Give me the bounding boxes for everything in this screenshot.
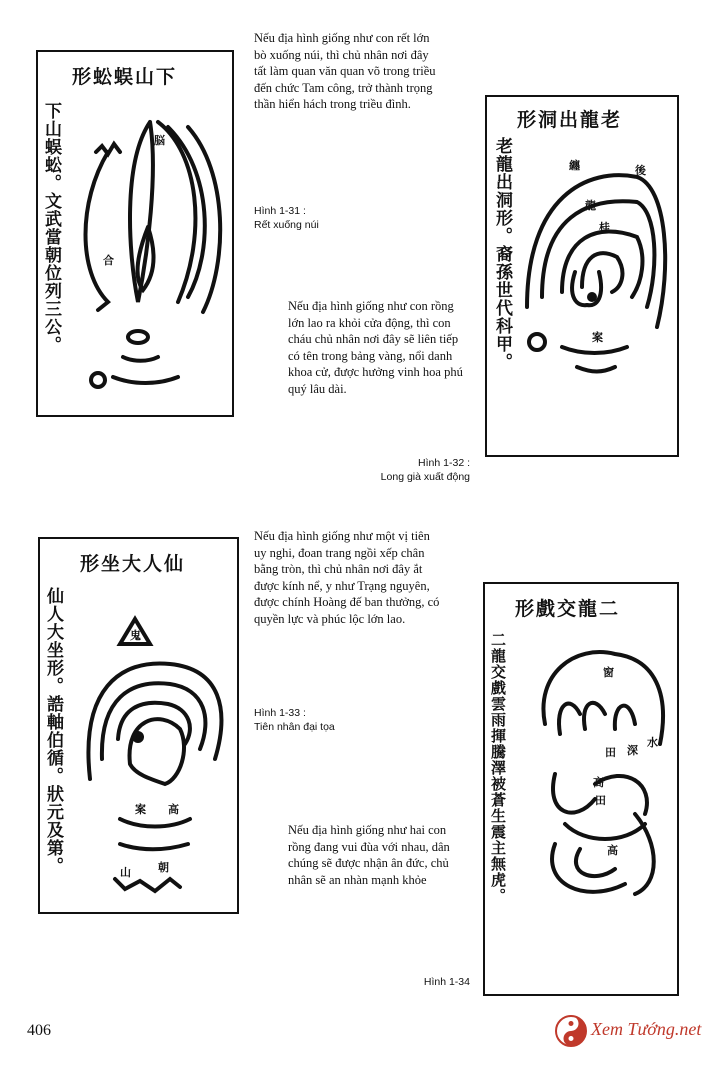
- caption-title: Rết xuống núi: [254, 219, 319, 231]
- yin-yang-icon: [555, 1015, 587, 1047]
- figure-1-33: [38, 537, 239, 914]
- figure-title: 形洞出龍老: [517, 109, 623, 131]
- mark-label: 田: [605, 746, 616, 759]
- caption-number: Hình 1-31 :: [254, 205, 306, 217]
- figure-title: 形坐大人仙: [80, 553, 186, 575]
- figure-caption-vertical: 二龍交戲雲雨揮騰澤被蒼生震主無虎。: [489, 632, 507, 904]
- two-dragons-drawing: [485, 584, 677, 994]
- mark-label: 高: [168, 803, 179, 816]
- mark-label: 桂: [599, 221, 610, 234]
- mark-label: 案: [135, 803, 146, 816]
- caption-title: Tiên nhân đại tọa: [254, 721, 335, 733]
- figure-caption-vertical: 下山蜈蚣。文武當朝位列三公。: [41, 102, 61, 354]
- figure-title: 形戲交龍二: [515, 598, 621, 620]
- mark-label: 山: [120, 866, 131, 879]
- dragon-cave-drawing: [487, 97, 677, 455]
- figure-title: 形蚣蜈山下: [72, 66, 178, 88]
- figure-1-31: [36, 50, 234, 417]
- mountain-drawing: [38, 52, 232, 415]
- mark-label: 脳: [154, 134, 165, 147]
- mark-label: 後: [635, 164, 646, 177]
- mark-label: 纏: [569, 159, 580, 172]
- paragraph-2: Nếu địa hình giống như con rồng lớn lao ra khỏi cửa động, thì con cháu chủ nhân nơi đây sẽ liên tiếp có tên trong bảng vàng, nổi danh khoa cử, được hưởng vinh hoa phú quý lâu dài.: [288, 299, 463, 396]
- caption-1-33: [254, 706, 335, 734]
- watermark-text: Xem Tướng.net: [591, 1019, 702, 1039]
- mark-label: 高: [593, 776, 604, 789]
- caption-number: Hình 1-34: [423, 976, 470, 988]
- caption-1-34: [400, 975, 470, 989]
- mark-label: 龍: [585, 199, 596, 212]
- caption-number: Hình 1-33 :: [254, 707, 306, 719]
- mark-label: 窗: [603, 666, 614, 679]
- figure-caption-vertical: 老龍出洞形。裔孫世代科甲。: [492, 137, 512, 371]
- page-number: 406: [27, 1022, 51, 1039]
- mark-label: 合: [103, 254, 114, 267]
- caption-1-31: [254, 204, 319, 232]
- paragraph-3: Nếu địa hình giống như một vị tiên uy nghi, đoan trang ngồi xếp chân bằng tròn, thì chủ nhân nơi đây ắt được kính nể, y như Trạng nguyên, được chính Hoàng đế ban thưởng, có quyền lực và phúc lộc lớn lao.: [254, 529, 440, 626]
- paragraph-1: Nếu địa hình giống như con rết lớn bò xuống núi, thì chủ nhân nơi đây tất làm quan văn quan võ trong triều đến chức Tam công, trở thành trọng thần hiển hách trong triều đình.: [254, 31, 436, 111]
- watermark-logo: [555, 1013, 715, 1049]
- mark-label: 高: [607, 844, 618, 857]
- caption-number: Hình 1-32 :: [418, 457, 470, 469]
- mark-label: 朝: [158, 861, 169, 874]
- paragraph-4: Nếu địa hình giống như hai con rồng đang vui đùa với nhau, dân chúng sẽ được nhận ân đức, chủ nhân sẽ an nhàn mạnh khỏe: [288, 823, 450, 887]
- figure-caption-vertical: 仙人大坐形。誥軸伯循。狀元及第。: [43, 587, 63, 875]
- caption-title: Long già xuất động: [380, 471, 470, 483]
- caption-1-32: [340, 456, 470, 484]
- mark-label: 案: [592, 331, 603, 344]
- mark-label: 鬼: [130, 629, 141, 642]
- immortal-sitting-drawing: [40, 539, 237, 912]
- mark-label: 田: [595, 794, 606, 807]
- mark-label: 水: [647, 736, 658, 749]
- figure-1-32: [485, 95, 679, 457]
- mark-label: 深: [627, 744, 638, 757]
- figure-1-34: [483, 582, 679, 996]
